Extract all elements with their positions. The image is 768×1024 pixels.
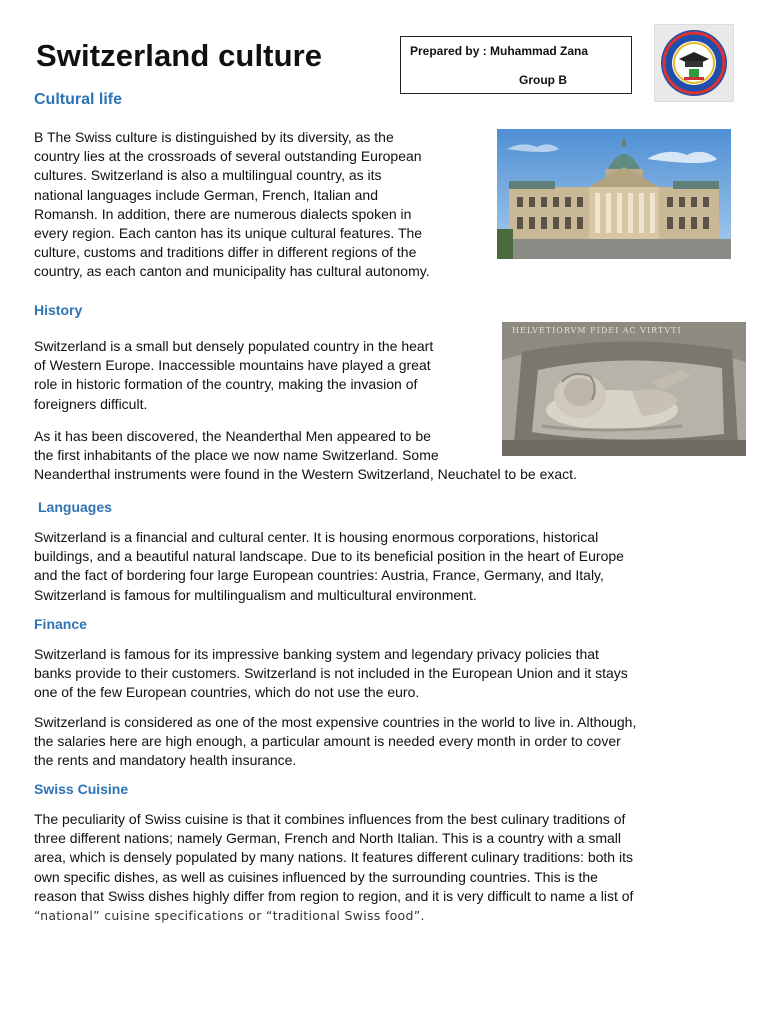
text-line: “national” cuisine specifications or “traditional Swiss food”. <box>34 908 425 924</box>
logo-emblem-icon <box>655 25 733 101</box>
inscription-text: HELVETIORVM FIDEI AC VIRTVTI <box>512 326 682 335</box>
text-line: cultures. Switzerland is also a multilingual country, as its <box>34 167 382 184</box>
paragraph-swiss-cuisine <box>34 810 754 925</box>
text-line: Switzerland is a small but densely populated country in the heart <box>34 338 434 354</box>
lion-monument-photo <box>502 322 746 456</box>
text-line: buildings, and a beautiful natural landscape. Due to its beneficial position in the heart of Europe <box>34 548 624 565</box>
text-line: every region. Each canton has its unique cultural features. The <box>34 225 423 242</box>
paragraph-history-1 <box>34 337 504 414</box>
text-line: Switzerland is famous for multilingualism and multicultural environment. <box>34 586 477 603</box>
group-label: Group B <box>519 73 567 87</box>
text-line: the first inhabitants of the place we now name Switzerland. Some <box>34 447 439 464</box>
text-line: national languages include German, French, Italian and <box>34 186 378 203</box>
text-line: area, which is densely populated by many nations. It features different culinary traditions: both its <box>34 849 633 866</box>
paragraph-languages <box>34 528 754 605</box>
text-line: B The Swiss culture is distinguished by its diversity, as the <box>34 129 394 145</box>
text-line: Romansh. In addition, there are numerous dialects spoken in <box>34 205 412 222</box>
heading-history: History <box>34 302 83 318</box>
heading-finance: Finance <box>34 616 87 632</box>
text-line: Neanderthal instruments were found in the Western Switzerland, Neuchatel to be exact. <box>34 466 577 483</box>
text-line: country, as each canton and municipality has cultural autonomy. <box>34 263 430 280</box>
prepared-by: Prepared by : Muhammad Zana <box>410 44 589 58</box>
university-logo <box>654 24 734 102</box>
paragraph-finance-1 <box>34 645 754 703</box>
text-line: foreigners difficult. <box>34 395 148 412</box>
text-line: Switzerland is considered as one of the most expensive countries in the world to live in. Although, <box>34 714 637 730</box>
text-line: own specific dishes, as well as cuisines influenced by the surrounding countries. This is the <box>34 868 598 885</box>
page-title: Switzerland culture <box>36 38 323 73</box>
federal-palace-photo <box>497 129 731 259</box>
text-line: the salaries here are high enough, a particular amount is needed every month in order to cover <box>34 733 621 750</box>
paragraph-finance-2 <box>34 713 754 771</box>
text-line: As it has been discovered, the Neanderthal Men appeared to be <box>34 428 431 444</box>
heading-languages: Languages <box>38 499 112 515</box>
heading-swiss-cuisine: Swiss Cuisine <box>34 781 129 797</box>
text-line: of Western Europe. Inaccessible mountains have played a great <box>34 357 431 374</box>
text-line: three different nations; namely German, French and North Italian. This is a country with a small <box>34 830 621 847</box>
text-line: culture, customs and traditions differ in different regions of the <box>34 244 417 261</box>
heading-cultural-life: Cultural life <box>34 91 123 108</box>
text-line: The peculiarity of Swiss cuisine is that it combines influences from the best culinary traditions of <box>34 811 626 827</box>
text-line: country lies at the crossroads of several outstanding European <box>34 148 422 165</box>
text-line: Switzerland is famous for its impressive banking system and legendary privacy policies that <box>34 646 599 662</box>
paragraph-cultural-life <box>34 128 504 282</box>
text-line: and the fact of bordering four large European countries: Austria, France, Germany, and Italy, <box>34 567 604 584</box>
text-line: banks provide to their customers. Switzerland is not included in the European Union and it stays <box>34 665 628 682</box>
text-line: the rents and mandatory health insurance. <box>34 752 297 769</box>
text-line: Switzerland is a financial and cultural center. It is housing enormous corporations, historical <box>34 529 599 545</box>
author-box <box>400 36 632 94</box>
text-line: reason that Swiss dishes highly differ from region to region, and it is very difficult to name a list of <box>34 887 634 904</box>
text-line: one of the few European countries, which do not use the euro. <box>34 684 420 701</box>
text-line: role in historic formation of the country, making the invasion of <box>34 376 418 393</box>
